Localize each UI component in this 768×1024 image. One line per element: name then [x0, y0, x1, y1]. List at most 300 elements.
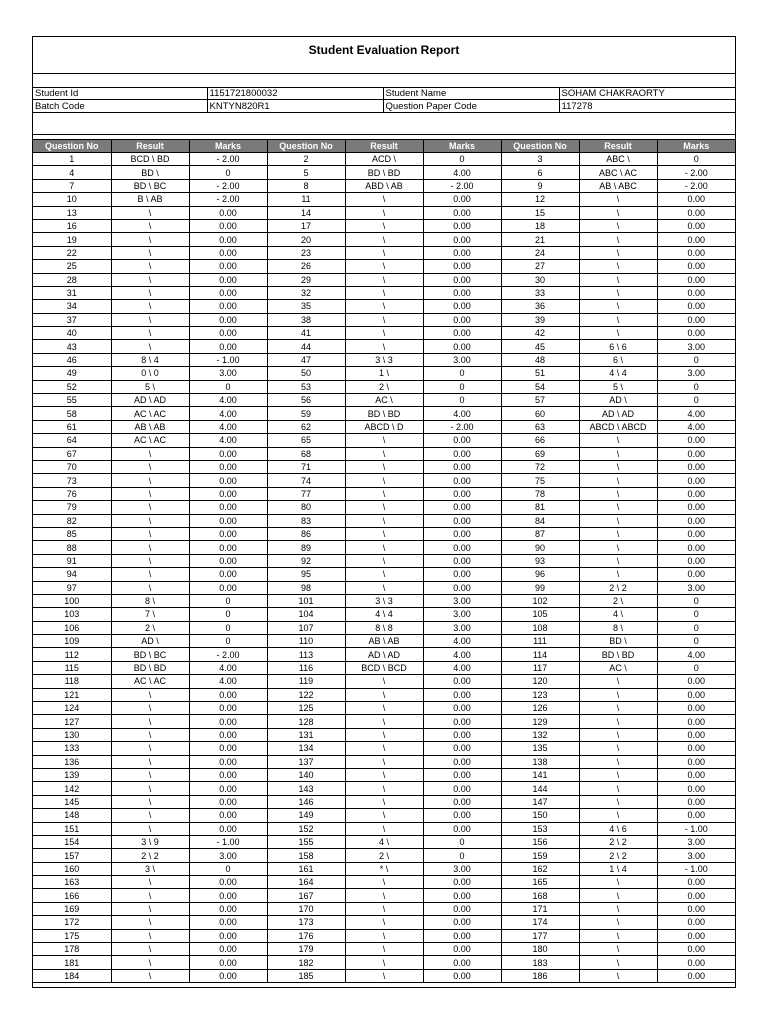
cell-question-no: 12 [501, 193, 579, 206]
cell-question-no: 109 [33, 635, 111, 648]
cell-question-no: 161 [267, 862, 345, 875]
cell-result: \ [111, 702, 189, 715]
cell-marks: 0.00 [657, 286, 735, 299]
cell-question-no: 105 [501, 608, 579, 621]
table-row [33, 206, 735, 219]
cell-question-no: 67 [33, 447, 111, 460]
cell-question-no: 1 [33, 153, 111, 166]
cell-result: AC \ AC [111, 434, 189, 447]
cell-marks: 0.00 [189, 742, 267, 755]
cell-marks: 0.00 [423, 795, 501, 808]
cell-question-no: 45 [501, 340, 579, 353]
cell-question-no: 173 [267, 916, 345, 929]
cell-result: 4 \ 4 [579, 367, 657, 380]
cell-marks: 0 [657, 621, 735, 634]
cell-marks: 4.00 [657, 648, 735, 661]
cell-result: \ [345, 447, 423, 460]
cell-question-no: 2 [267, 153, 345, 166]
cell-result: \ [111, 768, 189, 781]
cell-result: \ [111, 554, 189, 567]
cell-marks: 0.00 [189, 688, 267, 701]
cell-question-no: 160 [33, 862, 111, 875]
cell-result: \ [579, 688, 657, 701]
cell-question-no: 129 [501, 715, 579, 728]
cell-marks: 0.00 [423, 541, 501, 554]
cell-marks: 0 [423, 380, 501, 393]
cell-marks: 4.00 [189, 434, 267, 447]
cell-question-no: 169 [33, 902, 111, 915]
cell-result: \ [111, 273, 189, 286]
cell-result: \ [111, 742, 189, 755]
student-name-value: SOHAM CHAKRAORTY [559, 87, 735, 100]
cell-marks: 0.00 [657, 568, 735, 581]
cell-result: \ [111, 688, 189, 701]
cell-marks: 0.00 [423, 514, 501, 527]
table-row [33, 675, 735, 688]
cell-question-no: 135 [501, 742, 579, 755]
cell-question-no: 62 [267, 420, 345, 433]
cell-result: \ [345, 728, 423, 741]
cell-marks: 0.00 [189, 286, 267, 299]
cell-marks: 0.00 [189, 969, 267, 982]
cell-result: AB \ AB [345, 635, 423, 648]
column-header-result: Result [345, 140, 423, 153]
cell-result: \ [111, 581, 189, 594]
cell-question-no: 84 [501, 514, 579, 527]
cell-marks: 0.00 [423, 219, 501, 232]
cell-marks: 0.00 [657, 876, 735, 889]
cell-marks: 0.00 [189, 313, 267, 326]
cell-question-no: 130 [33, 728, 111, 741]
cell-result: ABD \ AB [345, 179, 423, 192]
cell-result: \ [345, 313, 423, 326]
student-id-value: 1151721800032 [207, 87, 383, 100]
cell-question-no: 92 [267, 554, 345, 567]
table-row [33, 702, 735, 715]
cell-result: 2 \ [345, 849, 423, 862]
cell-result: ACD \ [345, 153, 423, 166]
table-row [33, 353, 735, 366]
cell-question-no: 136 [33, 755, 111, 768]
cell-result: \ [111, 782, 189, 795]
cell-question-no: 22 [33, 246, 111, 259]
cell-result: \ [345, 233, 423, 246]
cell-marks: 0.00 [423, 688, 501, 701]
cell-marks: 3.00 [189, 367, 267, 380]
cell-question-no: 94 [33, 568, 111, 581]
cell-result: \ [345, 434, 423, 447]
cell-question-no: 52 [33, 380, 111, 393]
cell-result: AD \ AD [579, 407, 657, 420]
cell-marks: 0.00 [657, 675, 735, 688]
cell-marks: 0.00 [423, 929, 501, 942]
cell-marks: 0.00 [657, 447, 735, 460]
cell-result: \ [111, 219, 189, 232]
cell-marks: 0.00 [423, 768, 501, 781]
cell-question-no: 65 [267, 434, 345, 447]
cell-marks: 0.00 [657, 969, 735, 982]
cell-question-no: 31 [33, 286, 111, 299]
cell-marks: 0.00 [423, 286, 501, 299]
cell-marks: 0.00 [189, 273, 267, 286]
cell-question-no: 97 [33, 581, 111, 594]
cell-result: \ [345, 487, 423, 500]
results-header-row [33, 140, 735, 153]
cell-result: \ [579, 501, 657, 514]
cell-marks: 0.00 [657, 782, 735, 795]
cell-marks: - 1.00 [189, 353, 267, 366]
cell-result: \ [345, 527, 423, 540]
cell-result: 3 \ 3 [345, 594, 423, 607]
cell-question-no: 110 [267, 635, 345, 648]
table-row [33, 943, 735, 956]
table-row [33, 648, 735, 661]
cell-result: AD \ AD [111, 394, 189, 407]
cell-marks: 0.00 [189, 956, 267, 969]
cell-result: \ [111, 541, 189, 554]
cell-result: \ [579, 902, 657, 915]
cell-marks: 4.00 [189, 661, 267, 674]
batch-code-value: KNTYN820R1 [207, 100, 383, 113]
table-row [33, 594, 735, 607]
cell-question-no: 39 [501, 313, 579, 326]
cell-marks: 0.00 [423, 956, 501, 969]
table-row [33, 273, 735, 286]
cell-question-no: 165 [501, 876, 579, 889]
cell-marks: 0.00 [657, 460, 735, 473]
cell-question-no: 66 [501, 434, 579, 447]
cell-question-no: 8 [267, 179, 345, 192]
cell-question-no: 72 [501, 460, 579, 473]
cell-result: \ [111, 460, 189, 473]
cell-marks: 0.00 [189, 755, 267, 768]
cell-result: \ [111, 956, 189, 969]
cell-marks: 0 [657, 608, 735, 621]
cell-marks: 0.00 [189, 246, 267, 259]
cell-question-no: 96 [501, 568, 579, 581]
cell-question-no: 54 [501, 380, 579, 393]
cell-result: 6 \ [579, 353, 657, 366]
cell-result: \ [345, 193, 423, 206]
cell-result: \ [345, 822, 423, 835]
cell-result: AB \ AB [111, 420, 189, 433]
cell-question-no: 155 [267, 835, 345, 848]
cell-marks: 0.00 [657, 702, 735, 715]
spacer-gap [33, 114, 735, 135]
cell-question-no: 28 [33, 273, 111, 286]
cell-marks: 4.00 [657, 420, 735, 433]
cell-question-no: 106 [33, 621, 111, 634]
cell-marks: 0.00 [657, 755, 735, 768]
table-row [33, 260, 735, 273]
cell-result: AD \ [579, 394, 657, 407]
cell-result: \ [579, 943, 657, 956]
cell-marks: 0 [657, 635, 735, 648]
cell-marks: 0.00 [189, 782, 267, 795]
cell-result: \ [579, 795, 657, 808]
table-row [33, 889, 735, 902]
results-table [33, 139, 735, 983]
table-row [33, 742, 735, 755]
cell-question-no: 56 [267, 394, 345, 407]
cell-question-no: 140 [267, 768, 345, 781]
cell-marks: 4.00 [657, 407, 735, 420]
cell-marks: 0.00 [657, 768, 735, 781]
cell-question-no: 36 [501, 300, 579, 313]
cell-question-no: 77 [267, 487, 345, 500]
cell-question-no: 162 [501, 862, 579, 875]
cell-result: \ [345, 568, 423, 581]
cell-marks: 0.00 [189, 487, 267, 500]
cell-result: \ [579, 782, 657, 795]
cell-marks: 0.00 [657, 327, 735, 340]
cell-marks: 0.00 [657, 233, 735, 246]
cell-result: * \ [345, 862, 423, 875]
table-row [33, 300, 735, 313]
cell-question-no: 131 [267, 728, 345, 741]
cell-result: BD \ BD [345, 166, 423, 179]
cell-question-no: 50 [267, 367, 345, 380]
cell-result: \ [579, 809, 657, 822]
cell-result: 3 \ 3 [345, 353, 423, 366]
cell-marks: 0.00 [657, 715, 735, 728]
cell-result: \ [579, 916, 657, 929]
cell-result: \ [579, 313, 657, 326]
cell-result: 2 \ 2 [579, 835, 657, 848]
cell-marks: 0.00 [189, 474, 267, 487]
table-row [33, 179, 735, 192]
cell-question-no: 69 [501, 447, 579, 460]
cell-marks: - 1.00 [189, 835, 267, 848]
cell-result: 8 \ [111, 594, 189, 607]
cell-marks: 0.00 [423, 902, 501, 915]
cell-question-no: 144 [501, 782, 579, 795]
cell-marks: 0.00 [657, 434, 735, 447]
cell-marks: 0.00 [189, 943, 267, 956]
column-header-marks: Marks [423, 140, 501, 153]
cell-marks: 4.00 [423, 648, 501, 661]
cell-question-no: 172 [33, 916, 111, 929]
column-header-marks: Marks [657, 140, 735, 153]
cell-question-no: 64 [33, 434, 111, 447]
cell-question-no: 167 [267, 889, 345, 902]
cell-marks: - 2.00 [189, 648, 267, 661]
cell-result: \ [579, 755, 657, 768]
cell-question-no: 178 [33, 943, 111, 956]
cell-question-no: 78 [501, 487, 579, 500]
cell-result: \ [345, 916, 423, 929]
cell-marks: 0.00 [657, 728, 735, 741]
cell-marks: 3.00 [423, 353, 501, 366]
table-row [33, 166, 735, 179]
cell-marks: 4.00 [189, 394, 267, 407]
cell-result: \ [111, 286, 189, 299]
table-row [33, 956, 735, 969]
table-row [33, 755, 735, 768]
cell-result: \ [579, 219, 657, 232]
table-row [33, 661, 735, 674]
info-row-2 [33, 100, 735, 113]
cell-marks: 0.00 [423, 193, 501, 206]
cell-result: \ [345, 969, 423, 982]
cell-marks: 0.00 [423, 755, 501, 768]
cell-question-no: 186 [501, 969, 579, 982]
cell-question-no: 175 [33, 929, 111, 942]
cell-result: \ [579, 956, 657, 969]
cell-result: \ [345, 768, 423, 781]
cell-result: \ [111, 876, 189, 889]
cell-question-no: 115 [33, 661, 111, 674]
cell-result: \ [345, 876, 423, 889]
table-row [33, 554, 735, 567]
cell-result: \ [579, 460, 657, 473]
cell-result: 1 \ 4 [579, 862, 657, 875]
cell-question-no: 122 [267, 688, 345, 701]
cell-question-no: 7 [33, 179, 111, 192]
cell-question-no: 111 [501, 635, 579, 648]
cell-result: \ [579, 193, 657, 206]
cell-result: \ [579, 434, 657, 447]
cell-question-no: 76 [33, 487, 111, 500]
cell-marks: 0.00 [189, 795, 267, 808]
cell-question-no: 23 [267, 246, 345, 259]
cell-question-no: 120 [501, 675, 579, 688]
cell-question-no: 32 [267, 286, 345, 299]
cell-result: \ [579, 568, 657, 581]
cell-question-no: 82 [33, 514, 111, 527]
cell-result: \ [111, 501, 189, 514]
cell-result: 8 \ 4 [111, 353, 189, 366]
cell-marks: 0.00 [189, 876, 267, 889]
cell-question-no: 143 [267, 782, 345, 795]
cell-result: BD \ BD [111, 661, 189, 674]
cell-question-no: 164 [267, 876, 345, 889]
cell-marks: 0 [189, 380, 267, 393]
table-row [33, 434, 735, 447]
table-row [33, 621, 735, 634]
cell-marks: 0 [657, 153, 735, 166]
cell-marks: 4.00 [423, 407, 501, 420]
cell-result: BD \ BC [111, 179, 189, 192]
cell-marks: 4.00 [423, 635, 501, 648]
cell-marks: 0.00 [657, 260, 735, 273]
cell-marks: - 2.00 [189, 193, 267, 206]
cell-result: BD \ BD [345, 407, 423, 420]
cell-result: BCD \ BD [111, 153, 189, 166]
cell-question-no: 63 [501, 420, 579, 433]
cell-question-no: 146 [267, 795, 345, 808]
cell-result: 2 \ 2 [579, 849, 657, 862]
cell-question-no: 87 [501, 527, 579, 540]
cell-result: \ [111, 246, 189, 259]
cell-result: \ [345, 514, 423, 527]
cell-question-no: 80 [267, 501, 345, 514]
cell-marks: 0.00 [423, 300, 501, 313]
cell-result: \ [579, 447, 657, 460]
cell-result: \ [111, 889, 189, 902]
cell-result: \ [111, 728, 189, 741]
cell-marks: 0.00 [423, 233, 501, 246]
spacer-row [33, 73, 735, 88]
cell-marks: 0.00 [189, 702, 267, 715]
cell-question-no: 86 [267, 527, 345, 540]
table-row [33, 635, 735, 648]
cell-question-no: 132 [501, 728, 579, 741]
cell-result: \ [111, 715, 189, 728]
table-row [33, 193, 735, 206]
cell-marks: 0.00 [423, 889, 501, 902]
table-row [33, 849, 735, 862]
cell-question-no: 18 [501, 219, 579, 232]
cell-question-no: 171 [501, 902, 579, 915]
cell-question-no: 117 [501, 661, 579, 674]
cell-question-no: 24 [501, 246, 579, 259]
cell-marks: 0.00 [657, 554, 735, 567]
cell-result: BD \ BC [111, 648, 189, 661]
cell-marks: 0.00 [189, 501, 267, 514]
cell-question-no: 176 [267, 929, 345, 942]
cell-marks: 0.00 [423, 675, 501, 688]
cell-marks: 0.00 [423, 527, 501, 540]
cell-marks: 4.00 [189, 407, 267, 420]
cell-result: \ [345, 541, 423, 554]
cell-result: \ [579, 969, 657, 982]
cell-question-no: 119 [267, 675, 345, 688]
column-header-result: Result [579, 140, 657, 153]
cell-marks: 0.00 [657, 487, 735, 500]
cell-marks: 0.00 [189, 219, 267, 232]
table-row [33, 782, 735, 795]
cell-marks: 0.00 [423, 916, 501, 929]
student-name-label: Student Name [383, 87, 559, 100]
results-body [33, 153, 735, 983]
cell-marks: 0.00 [423, 581, 501, 594]
cell-result: \ [345, 501, 423, 514]
cell-result: \ [111, 902, 189, 915]
cell-marks: 0.00 [423, 273, 501, 286]
cell-question-no: 157 [33, 849, 111, 862]
cell-result: 4 \ 6 [579, 822, 657, 835]
cell-result: \ [345, 782, 423, 795]
cell-marks: 0.00 [423, 715, 501, 728]
cell-result: \ [579, 246, 657, 259]
cell-question-no: 138 [501, 755, 579, 768]
cell-marks: 3.00 [423, 608, 501, 621]
cell-marks: 0.00 [189, 527, 267, 540]
cell-question-no: 48 [501, 353, 579, 366]
cell-question-no: 102 [501, 594, 579, 607]
cell-question-no: 17 [267, 219, 345, 232]
cell-result: ABCD \ ABCD [579, 420, 657, 433]
cell-result: \ [345, 474, 423, 487]
cell-marks: - 2.00 [423, 420, 501, 433]
cell-question-no: 21 [501, 233, 579, 246]
cell-result: \ [111, 260, 189, 273]
cell-question-no: 154 [33, 835, 111, 848]
cell-result: \ [579, 300, 657, 313]
cell-marks: 0 [189, 166, 267, 179]
batch-code-label: Batch Code [33, 100, 207, 113]
cell-question-no: 37 [33, 313, 111, 326]
cell-marks: 0.00 [657, 193, 735, 206]
cell-question-no: 57 [501, 394, 579, 407]
cell-question-no: 91 [33, 554, 111, 567]
cell-marks: 0.00 [657, 902, 735, 915]
cell-question-no: 100 [33, 594, 111, 607]
cell-marks: 0 [423, 394, 501, 407]
cell-result: ABC \ [579, 153, 657, 166]
cell-question-no: 49 [33, 367, 111, 380]
